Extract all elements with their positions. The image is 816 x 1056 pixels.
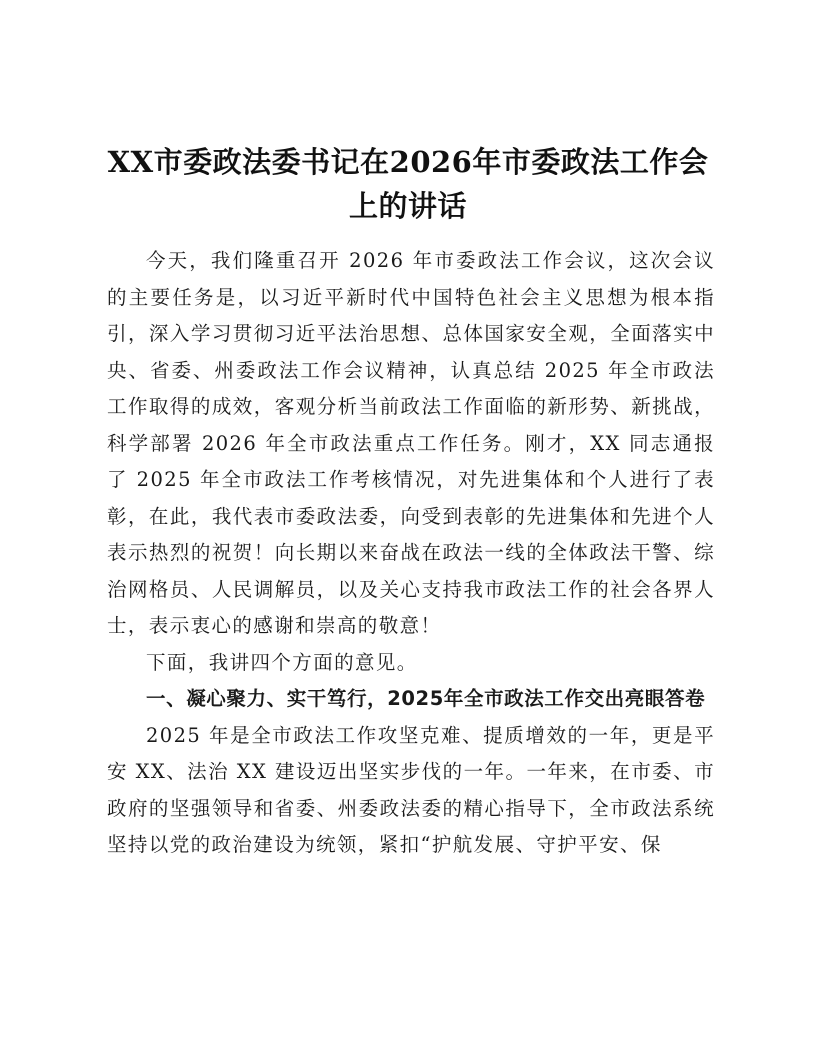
document-title: XX市委政法委书记在2026年市委政法工作会上的讲话 bbox=[107, 145, 709, 223]
section-heading: 一、凝心聚力、实干笃行，2025年全市政法工作交出亮眼答卷 bbox=[146, 687, 706, 710]
document-body bbox=[107, 243, 715, 864]
section-paragraph: 2025 年是全市政法工作攻坚克难、提质增效的一年，更是平安 XX、法治 XX 建设迈出坚实步伐的一年。一年来，在市委、市政府的坚强领导和省委、州委政法委的精心指导下，全市政法系统坚持以党的政治建设为统领，紧扣“护航发展、守护平安、保 bbox=[107, 723, 715, 856]
outline-paragraph: 下面，我讲四个方面的意见。 bbox=[146, 650, 418, 674]
opening-paragraph: 今天，我们隆重召开 2026 年市委政法工作会议，这次会议的主要任务是，以习近平新时代中国特色社会主义思想为根本指引，深入学习贯彻习近平法治思想、总体国家安全观，全面落实中央、省委、州委政法工作会议精神，认真总结 2025 年全市政法工作取得的成效，客观分析当前政法工作面临的新形势、新挑战，科学部署 2026 年全市政法重点工作任务。刚才，XX 同志通报了 2025 年全市政法工作考核情况，对先进集体和个人进行了表彰，在此，我代表市委政法委，向受到表彰的先进集体和先进个人表示热烈的祝贺！向长期以来奋战在政法一线的全体政法干警、综治网格员、人民调解员，以及关心支持我市政法工作的社会各界人士，表示衷心的感谢和崇高的敬意！ bbox=[107, 249, 715, 637]
